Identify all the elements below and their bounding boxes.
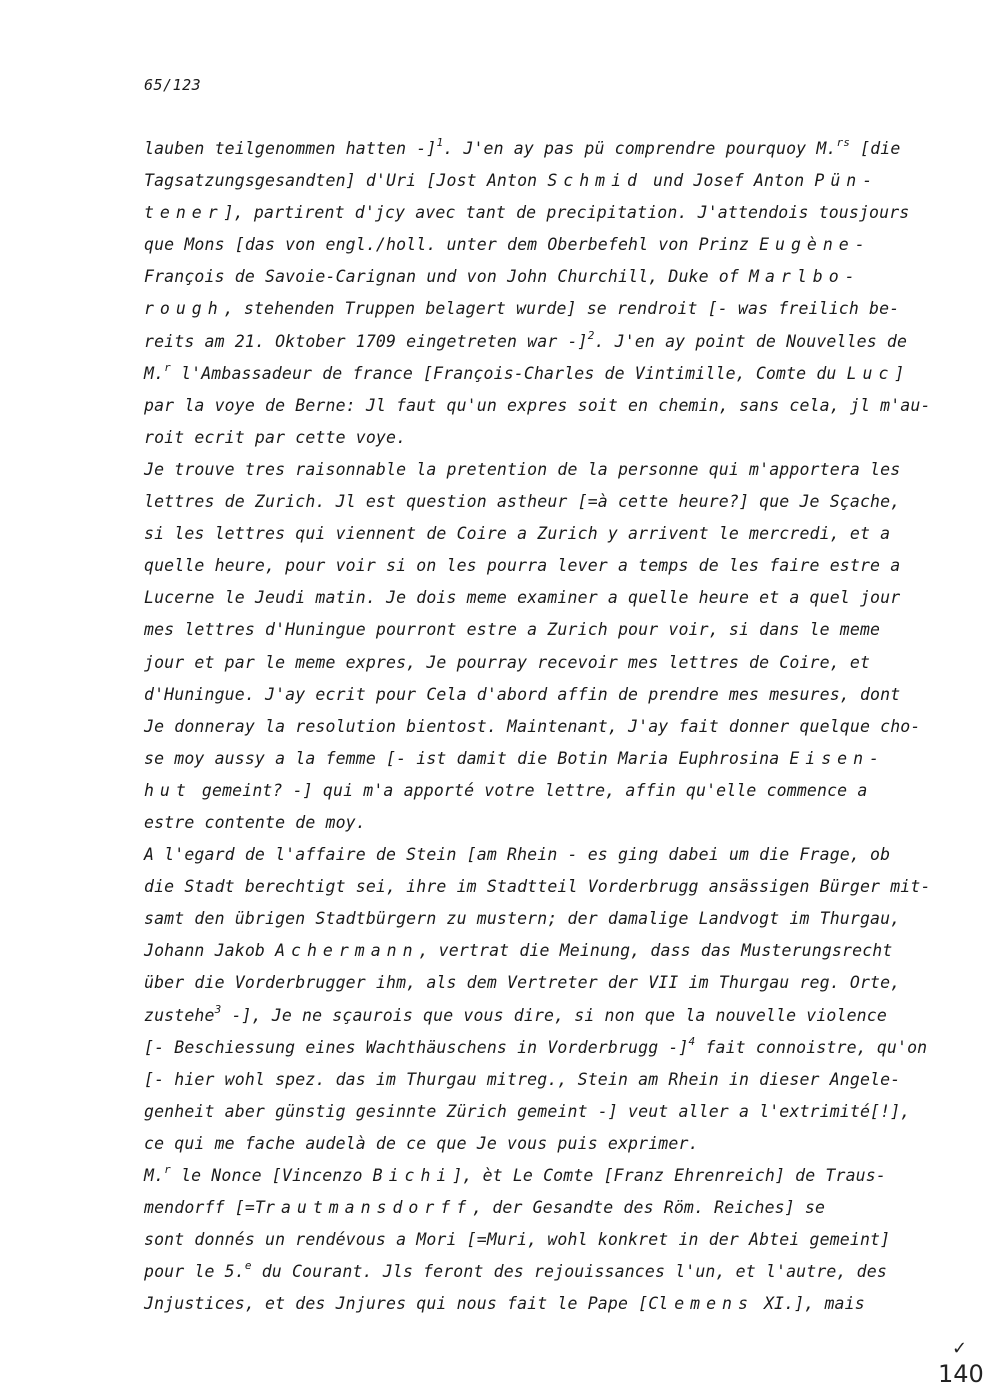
text-line <box>144 1064 934 1096</box>
text-segment: ], èt Le Comte [Franz Ehrenreich] de Traus- <box>452 1166 886 1185</box>
page-reference: 65/123 <box>144 76 202 94</box>
spaced-name: Luc <box>846 363 895 383</box>
text-segment: Je trouve tres raisonnable la pretention de la personne qui m'apportera les <box>144 459 901 479</box>
text-segment: François de Savoie-Carignan und von John Churchill, Duke of <box>144 267 750 287</box>
text-segment: si les lettres qui viennent de Coire a Zurich y arrivent le mercredi, et a <box>144 524 891 544</box>
text-segment: Johann Jakob <box>144 941 276 961</box>
text-line <box>144 358 934 390</box>
text-segment: samt den übrigen Stadtbürgern zu mustern; der damalige Landvogt im Thurgau, <box>144 909 901 929</box>
text-line <box>144 422 934 454</box>
footnote-ref: 4 <box>688 1034 696 1048</box>
text-segment: ] <box>894 363 905 383</box>
footnote-ref: e <box>244 1259 252 1273</box>
text-segment: XI.], mais <box>753 1294 865 1314</box>
text-segment: d'Huningue. J'ay ecrit pour Cela d'abord affin de prendre mes mesures, dont <box>144 684 901 704</box>
text-segment: gemeint? -] qui m'a apporté votre lettre, affin qu'elle commence a <box>191 780 868 800</box>
text-line <box>144 711 934 743</box>
text-line <box>144 775 934 807</box>
spaced-name: Achermann <box>275 941 419 961</box>
text-segment: über die Vorderbrugger ihm, als dem Vertreter der VII im Thurgau reg. Orte, <box>144 973 901 993</box>
text-line <box>144 903 934 935</box>
footnote-ref: 2 <box>587 328 595 342</box>
text-segment: mes lettres d'Huningue pourront estre a Zurich pour voir, si dans le meme <box>144 620 881 640</box>
spaced-name: lemens <box>658 1294 754 1314</box>
text-segment: , vertrat die Meinung, dass das Musterungsrecht <box>418 941 893 961</box>
text-line <box>144 133 934 165</box>
footnote-ref: 1 <box>436 136 444 149</box>
text-segment: le Nonce [Vincenzo <box>170 1166 373 1185</box>
text-segment: reits am 21. Oktober 1709 eingetreten war -] <box>144 331 588 351</box>
text-line <box>144 390 934 422</box>
text-segment: mendorff [=T <box>144 1198 266 1218</box>
text-segment: A l'egard de l'affaire de Stein [am Rhein - es ging dabei um die Frage, ob <box>144 845 891 865</box>
text-segment: se moy aussy a la femme [- ist damit die Botin Maria Euphrosina <box>144 748 790 768</box>
text-line <box>144 1288 934 1320</box>
text-line <box>144 165 934 197</box>
text-line <box>144 1224 934 1256</box>
text-segment: . J'en ay point de Nouvelles de <box>594 331 908 351</box>
text-segment: die Stadt berechtigt sei, ihre im Stadtteil Vorderbrugg ansässigen Bürger mit- <box>144 877 931 897</box>
text-segment: , stehenden Truppen belagert wurde] se rendroit [- was freilich be- <box>223 299 900 319</box>
text-segment: Jnjustices, et des Jnjures qui nous fait le Pape [C <box>144 1294 659 1314</box>
spaced-name: Eisen- <box>789 748 885 768</box>
text-segment: M. <box>144 1166 165 1185</box>
text-line <box>144 1000 934 1032</box>
spaced-name: hut <box>144 780 192 800</box>
text-segment: ce qui me fache audelà de ce que Je vous puis exprimer. <box>144 1133 699 1153</box>
text-line <box>144 582 934 614</box>
text-line <box>144 935 934 967</box>
spaced-name: tener <box>144 203 224 223</box>
text-line <box>144 326 934 358</box>
text-line <box>144 839 934 871</box>
footnote-ref: r <box>164 1163 171 1176</box>
text-segment: du Courant. Jls feront des rejouissances l'un, et l'autre, des <box>251 1262 887 1282</box>
text-line <box>144 229 934 261</box>
text-line <box>144 454 934 486</box>
text-segment: ], partirent d'jcy avec tant de precipitation. J'attendois tousjours <box>223 203 910 223</box>
footnote-ref: 3 <box>214 1002 222 1016</box>
text-segment: quelle heure, pour voir si on les pourra lever a temps de les faire estre a <box>144 556 901 576</box>
text-segment: M. <box>144 363 165 383</box>
spaced-name: Bichi <box>372 1166 453 1185</box>
text-line <box>144 647 934 679</box>
handwritten-page-number: 140 <box>938 1360 984 1388</box>
footnote-ref: rs <box>836 136 851 149</box>
text-segment: que Mons [das von engl./holl. unter dem Oberbefehl von Prinz <box>144 235 760 255</box>
text-segment: und Josef Anton <box>642 171 815 191</box>
text-line <box>144 743 934 775</box>
text-segment: [- Beschiessung eines Wachthäuschens in Vorderbrugg -] <box>144 1037 689 1057</box>
text-segment: genheit aber günstig gesinnte Zürich gemeint -] veut aller a l'extrimité[!], <box>144 1101 911 1121</box>
text-segment: lauben teilgenommen hatten -] <box>144 139 437 158</box>
text-segment: Lucerne le Jeudi matin. Je dois meme examiner a quelle heure et a quel jour <box>144 588 901 608</box>
text-segment: -], Je ne sçaurois que vous dire, si non que la nouvelle violence <box>221 1005 887 1025</box>
text-segment: sont donnés un rendévous a Mori [=Muri, wohl konkret in der Abtei gemeint] <box>144 1230 891 1250</box>
spaced-name: Marlbo- <box>749 267 861 287</box>
text-line <box>144 614 934 646</box>
text-segment: roit ecrit par cette voye. <box>144 427 407 447</box>
text-line <box>144 1096 934 1128</box>
footnote-ref: r <box>164 360 171 374</box>
spaced-name: rautmansdorff <box>265 1198 473 1218</box>
text-segment: . J'en ay pas pü comprendre pourquoy M. <box>443 139 837 158</box>
text-line <box>144 486 934 518</box>
text-line <box>144 293 934 325</box>
text-line <box>144 1192 934 1224</box>
spaced-name: rough <box>144 299 224 319</box>
spaced-name: Eugène- <box>759 235 871 255</box>
text-line <box>144 807 934 839</box>
text-segment: [- hier wohl spez. das im Thurgau mitreg., Stein am Rhein in dieser Angele- <box>144 1069 901 1089</box>
text-line <box>144 1160 934 1192</box>
text-segment: par la voye de Berne: Jl faut qu'un expres soit en chemin, sans cela, jl m'au- <box>144 395 931 415</box>
text-line <box>144 967 934 999</box>
text-line <box>144 1256 934 1288</box>
text-segment: Je donneray la resolution bientost. Maintenant, J'ay fait donner quelque cho- <box>144 716 921 736</box>
text-segment: [die <box>850 139 901 158</box>
text-line <box>144 1128 934 1160</box>
body-text <box>144 133 934 1320</box>
spaced-name: Schmid <box>547 171 643 191</box>
text-line <box>144 197 934 229</box>
text-line <box>144 871 934 903</box>
text-segment: jour et par le meme expres, Je pourray recevoir mes lettres de Coire, et <box>144 652 871 672</box>
text-segment: pour le 5. <box>144 1262 245 1282</box>
spaced-name: Pün- <box>814 171 879 191</box>
text-segment: l'Ambassadeur de france [François-Charles de Vintimille, Comte du <box>170 363 847 383</box>
text-line <box>144 1032 934 1064</box>
text-segment: zustehe <box>144 1005 215 1025</box>
text-segment: estre contente de moy. <box>144 812 366 832</box>
text-line <box>144 550 934 582</box>
text-segment: , der Gesandte des Röm. Reiches] se <box>472 1198 826 1218</box>
text-line <box>144 518 934 550</box>
text-line <box>144 679 934 711</box>
text-segment: Tagsatzungsgesandten] d'Uri [Jost Anton <box>144 171 548 191</box>
text-segment: lettres de Zurich. Jl est question astheur [=à cette heure?] que Je Sçache, <box>144 492 901 512</box>
text-line <box>144 261 934 293</box>
handwritten-check-mark: ✓ <box>952 1338 968 1359</box>
text-segment: fait connoistre, qu'on <box>695 1037 928 1057</box>
